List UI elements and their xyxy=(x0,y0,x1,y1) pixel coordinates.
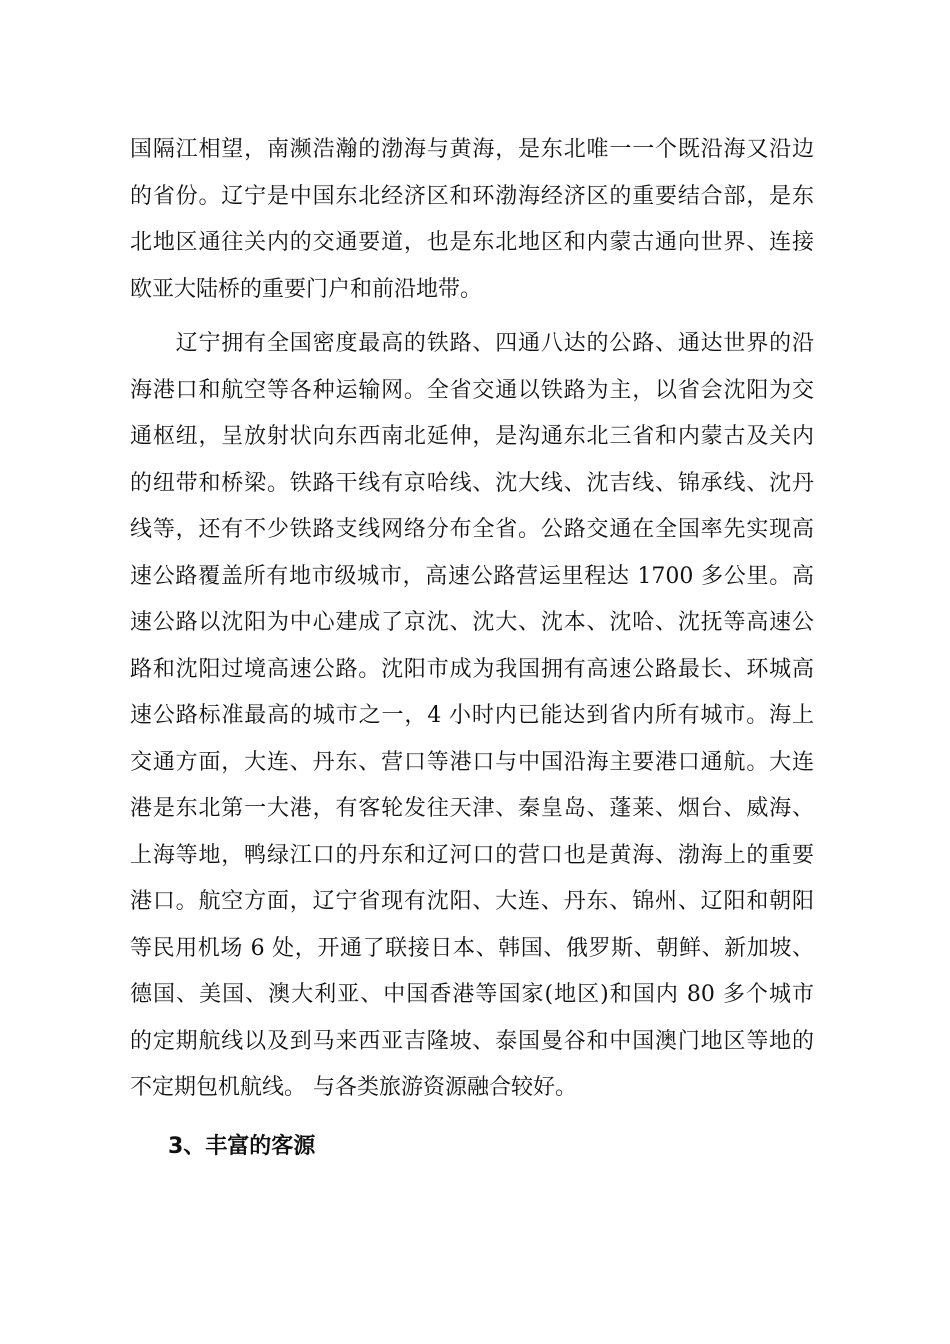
paragraph-1 xyxy=(130,127,814,313)
paragraph-gap xyxy=(130,313,814,321)
text-line: 港口。航空方面，辽宁省现有沈阳、大连、丹东、锦州、辽阳和朝阳 xyxy=(130,889,814,914)
text-line: 国隔江相望，南濒浩瀚的渤海与黄海，是东北唯一一个既沿海又沿边 xyxy=(130,137,814,162)
text-line: 德国、美国、澳大利亚、中国香港等国家(地区)和国内 80 多个城市 xyxy=(130,982,814,1007)
document-page xyxy=(130,127,814,1170)
text-line: 通枢纽，呈放射状向东西南北延伸，是沟通东北三省和内蒙古及关内 xyxy=(130,424,814,449)
section-heading: 3、丰富的客源 xyxy=(168,1133,316,1159)
text-line: 速公路覆盖所有地市级城市，高速公路营运里程达 1700 多公里。高 xyxy=(130,563,814,589)
text-line: 的纽带和桥梁。铁路干线有京哈线、沈大线、沈吉线、锦承线、沈丹 xyxy=(130,470,814,496)
text-line: 辽宁拥有全国密度最高的铁路、四通八达的公路、通达世界的沿 xyxy=(130,331,814,356)
text-line: 上海等地，鸭绿江口的丹东和辽河口的营口也是黄海、渤海上的重要 xyxy=(130,842,814,868)
text-line: 欧亚大陆桥的重要门户和前沿地带。 xyxy=(130,276,483,302)
text-line: 线等，还有不少铁路支线网络分布全省。公路交通在全国率先实现高 xyxy=(130,517,814,542)
text-line: 路和沈阳过境高速公路。沈阳市成为我国拥有高速公路最长、环城高 xyxy=(130,656,814,682)
text-line: 北地区通往关内的交通要道，也是东北地区和内蒙古通向世界、连接 xyxy=(130,230,814,255)
text-line: 海港口和航空等各种运输网。全省交通以铁路为主，以省会沈阳为交 xyxy=(130,377,814,403)
text-line: 速公路标准最高的城市之一，4 小时内已能达到省内所有城市。海上 xyxy=(130,703,814,728)
text-line: 的省份。辽宁是中国东北经济区和环渤海经济区的重要结合部，是东 xyxy=(130,183,814,209)
paragraph-2 xyxy=(130,321,814,1112)
text-line: 交通方面，大连、丹东、营口等港口与中国沿海主要港口通航。大连 xyxy=(130,749,814,775)
text-line: 速公路以沈阳为中心建成了京沈、沈大、沈本、沈哈、沈抚等高速公 xyxy=(130,610,814,635)
text-line: 等民用机场 6 处，开通了联接日本、韩国、俄罗斯、朝鲜、新加坡、 xyxy=(130,935,814,961)
text-line: 不定期包机航线。 与各类旅游资源融合较好。 xyxy=(130,1075,577,1100)
text-line: 港是东北第一大港，有客轮发往天津、秦皇岛、蓬莱、烟台、威海、 xyxy=(130,796,814,821)
text-line: 的定期航线以及到马来西亚吉隆坡、泰国曼谷和中国澳门地区等地的 xyxy=(130,1028,814,1054)
